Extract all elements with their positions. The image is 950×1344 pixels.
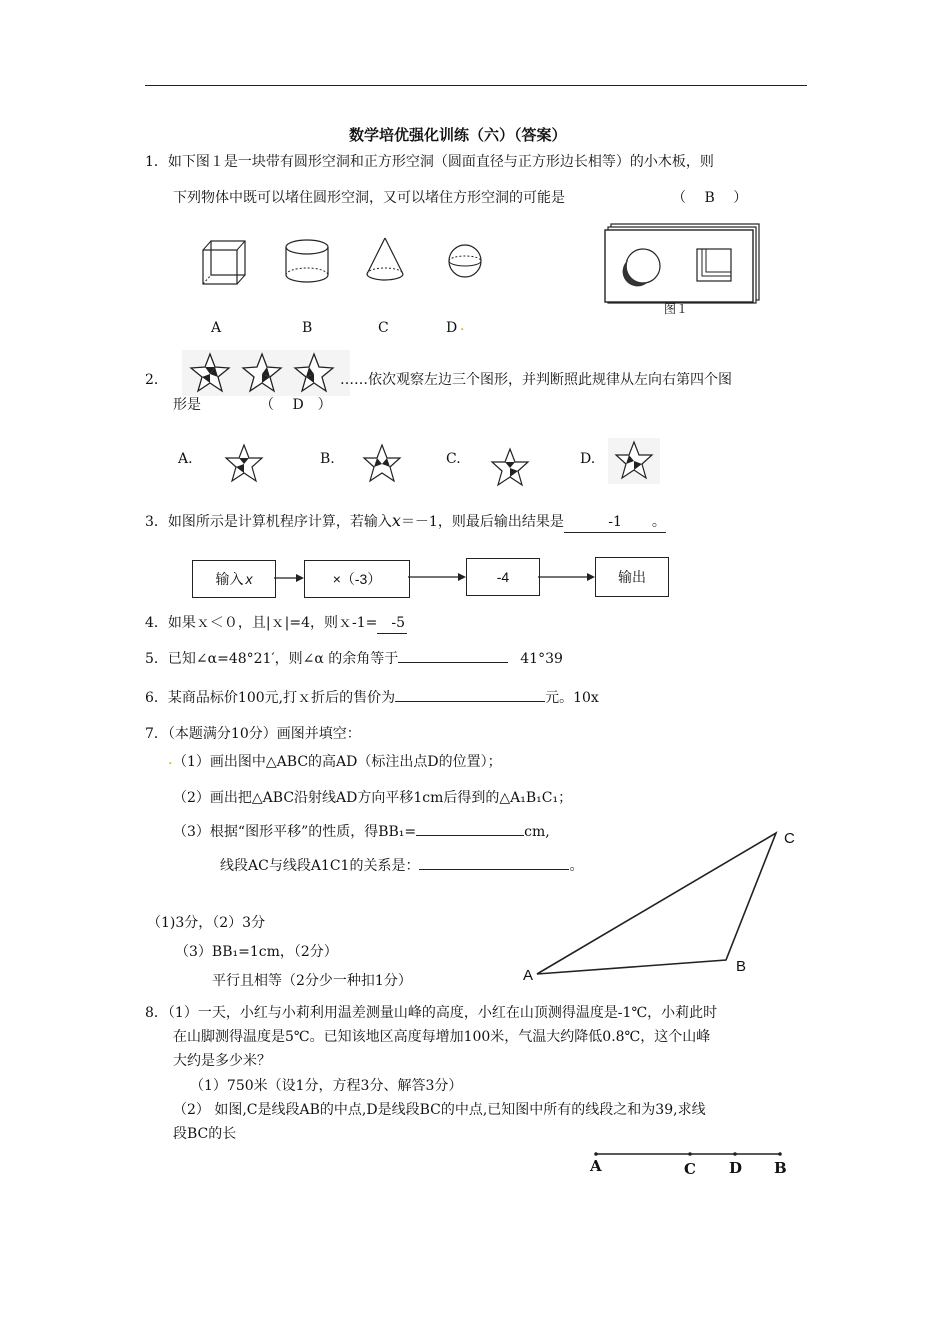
stray-dot: . <box>460 318 465 334</box>
stray-dot-2: . <box>168 752 173 768</box>
point-c: C <box>684 1160 696 1178</box>
q8-answer: （1）750米（设1分，方程3分、解答3分） <box>190 1078 463 1094</box>
q6: 6．某商品标价100元,打ｘ折后的售价为 元。10x <box>145 690 599 706</box>
q2-answer: （ D ） <box>260 397 332 413</box>
q7-part2: （2）画出把△ABC沿射线AD方向平移1cm后得到的△A₁B₁C₁； <box>173 790 573 806</box>
q1-line2: 下列物体中既可以堵住圆形空洞，又可以堵住方形空洞的可能是 <box>173 190 565 206</box>
option-c-star <box>488 446 532 488</box>
flow-box-subtract: -4 <box>466 558 540 596</box>
option-a-star <box>222 442 266 484</box>
flow-box-multiply: ×（-3） <box>304 560 410 598</box>
sphere-figure <box>443 244 489 280</box>
q7-answer3: 平行且相等（2分少一种扣1分） <box>212 973 412 989</box>
fig1-caption: 图１ <box>664 302 689 316</box>
q7-answer2: （3）BB₁=1cm，（2分） <box>175 944 338 960</box>
option-d-star <box>608 438 660 484</box>
board-figure <box>603 222 763 304</box>
q2-text: ……依次观察左边三个图形，并判断照此规律从左向右第四个图 <box>340 372 732 388</box>
q7-part3: （3）根据“图形平移”的性质，得BB₁= cm, <box>173 824 550 840</box>
q1-line1: 1．如下图１是一块带有圆形空洞和正方形空洞（圆面直径与正方形边长相等）的小木板，则 <box>145 154 714 170</box>
q2-option-a: A. <box>178 451 193 467</box>
q8-line4: （2） 如图,C是线段AB的中点,D是线段BC的中点,已知图中所有的线段之和为39,求线 <box>173 1102 706 1118</box>
q4: 4．如果ｘ＜０，且|ｘ|=4，则ｘ-1= -5 <box>145 613 407 634</box>
point-a: A <box>590 1157 602 1175</box>
point-b: B <box>774 1159 787 1177</box>
q1-label-a: A <box>211 320 222 336</box>
point-d: D <box>729 1159 743 1177</box>
q8-line5: 段BC的长 <box>173 1126 237 1142</box>
q7-answer1: （1)3分，（2）3分 <box>147 915 266 931</box>
q8-line2: 在山脚测得温度是5℃。已知该地区高度每增加100米，气温大约降低0.8℃，这个山峰 <box>173 1029 711 1045</box>
flow-arrows <box>274 570 604 590</box>
q8-line1: 8．（1）一天，小红与小莉利用温差测量山峰的高度，小红在山顶测得温度是-1℃，小莉此时 <box>145 1005 718 1021</box>
page-title: 数学培优强化训练（六）（答案） <box>349 126 567 144</box>
cube-figure <box>195 238 255 288</box>
q2-option-c: C. <box>446 451 461 467</box>
label-a: A <box>523 967 534 984</box>
q1-label-c: C <box>378 320 389 336</box>
cylinder-figure <box>283 238 333 288</box>
q2-number: 2． <box>145 372 168 388</box>
triangle-abc <box>530 828 790 978</box>
q2-line2: 形是 <box>173 397 201 413</box>
header-rule <box>145 85 807 86</box>
q7-head: 7．（本题满分10分）画图并填空： <box>145 726 361 742</box>
flow-box-input: 输入 x <box>192 560 276 598</box>
q1-label-b: B <box>302 320 313 336</box>
q1-label-d: D <box>446 320 458 336</box>
q3-text: 3．如图所示是计算机程序计算，若输入x＝－1，则最后输出结果是 -1 。 <box>145 511 666 533</box>
segment-ab <box>592 1148 792 1160</box>
q2-option-d: D. <box>580 451 596 467</box>
option-b-star <box>360 442 404 484</box>
q8-line3: 大约是多少米？ <box>173 1053 271 1069</box>
q5: 5．已知∠α=48°21′，则∠α 的余角等于 41°39 <box>145 651 563 667</box>
flow-box-output: 输出 <box>595 557 669 597</box>
q2-option-b: B. <box>320 451 335 467</box>
label-c: C <box>784 830 795 847</box>
q7-part4: 线段AC与线段A1C1的关系是： 。 <box>220 858 584 874</box>
star-sequence <box>182 350 350 396</box>
q7-part1: （1）画出图中△ABC的高AD（标注出点D的位置）； <box>173 754 502 770</box>
cone-figure <box>364 236 408 286</box>
label-b: B <box>736 958 747 975</box>
q1-answer: （ B ） <box>672 190 748 206</box>
